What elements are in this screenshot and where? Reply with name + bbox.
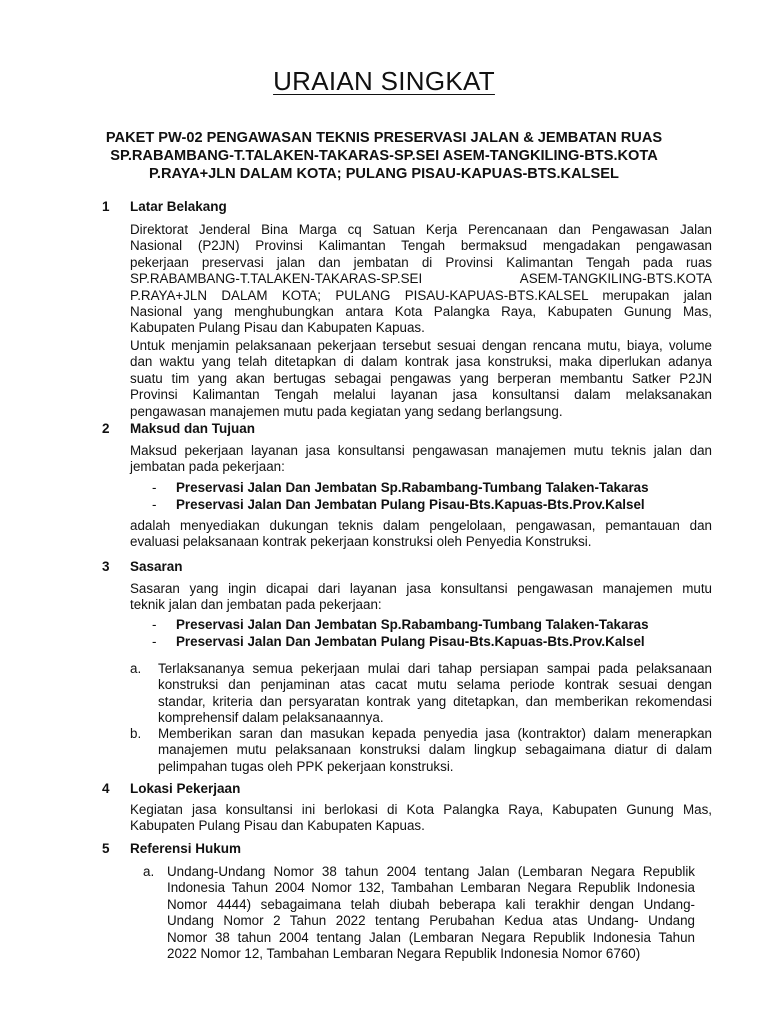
package-title <box>84 129 684 183</box>
text-line: Kabupaten Pulang Pisau dan Kabupaten Kapuas. <box>130 320 425 336</box>
item-marker: a. <box>130 661 142 676</box>
paragraph <box>130 222 712 337</box>
text-line: Nasional (P2JN) Provinsi Kalimantan Tengah bermaksud mengadakan pengawasan <box>130 238 712 254</box>
text-line: evaluasi pelaksanaan kontrak pekerjaan konstruksi oleh Penyedia Konstruksi. <box>130 534 592 550</box>
text-line: P.RAYA+JLN DALAM KOTA; PULANG PISAU-KAPUAS-BTS.KALSEL merupakan jalan <box>130 287 712 303</box>
lettered-item <box>143 864 695 964</box>
text-line: konstruksi dan penjaminan atas cacat mutu selama periode kontrak sesuai dengan <box>158 677 712 693</box>
text-line: pelimpahan tugas oleh PPK pekerjaan konstruksi. <box>158 758 454 774</box>
text-line: manajemen mutu pelaksanaan konstruksi dalam lingkup sebagaimana diatur di dalam <box>158 742 712 758</box>
text-line: SP.RABAMBANG-T.TALAKEN-TAKARAS-SP.SEI ASEM-TANGKILING-BTS.KOTA <box>130 271 712 287</box>
section-heading: Maksud dan Tujuan <box>130 421 256 436</box>
section-number: 3 <box>102 559 110 574</box>
paragraph <box>130 518 712 551</box>
text-line: Kabupaten Pulang Pisau dan Kabupaten Kapuas. <box>130 818 425 834</box>
text-line: komprehensif dalam pelaksanaannya. <box>158 710 384 726</box>
text-line: dan waktu yang telah ditetapkan di dalam kontrak jasa konstruksi, maka diperlukan adanya <box>130 354 712 370</box>
package-title-line: SP.RABAMBANG-T.TALAKEN-TAKARAS-SP.SEI ASEM-TANGKILING-BTS.KOTA <box>110 148 658 164</box>
paragraph <box>130 802 712 835</box>
text-line: jembatan pada pekerjaan: <box>130 459 285 475</box>
text-line: Indonesia Tahun 2004 Nomor 132, Tambahan Lembaran Negara Republik Indonesia <box>167 880 695 896</box>
text-line: Sasaran yang ingin dicapai dari layanan jasa konsultansi pengawasan manajemen mutu <box>130 581 712 596</box>
text-line: Nomor 38 tahun 2004 tentang Jalan (Lembaran Negara Republik Indonesia Tahun <box>167 929 695 945</box>
paragraph <box>130 443 712 476</box>
section-heading: Latar Belakang <box>130 199 227 214</box>
section-number: 5 <box>102 841 110 856</box>
document-page: URAIAN SINGKAT PAKET PW-02 PENGAWASAN TEKNIS PRESERVASI JALAN & JEMBATAN RUAS SP.RABAMBANG-T.TALAKEN-TAKARAS-SP.SEI ASEM-TANGKILING-BTS.KOTA P.RAYA+JLN DALAM KOTA; PULANG PISAU-KAPUAS-BTS.KALSEL 1 Latar Belakang Direktorat Jenderal Bina Marga cq Satuan Kerja Perencanaan dan Pengawasan Jalan Nasional (P2JN) Provinsi Kalimantan Tengah bermaksud mengadakan pengawasan pekerjaan preservasi jalan dan jembatan di Provinsi Kalimantan Tengah pada ruas SP.RABAMBANG-T.TALAKEN-TAKARAS-SP.SEI ASEM-TANGKILING-BTS.KOTA P.RAYA+JLN DALAM KOTA; PULANG PISAU-KAPUAS-BTS.KALSEL merupakan jalan Nasional yang menghubungkan antara Kota Palangka Raya, Kabupaten Gunung Mas, Kabupaten Pulang Pisau dan Kabupaten Kapuas. Untuk menjamin pelaksanaan pekerjaan tersebut sesuai dengan rencana mutu, biaya, volume dan waktu yang telah ditetapkan di dalam kontrak jasa konstruksi, maka diperlukan adanya suatu tim yang akan bertugas sebagai pengawas yang berperan membantu Satker P2JN Provinsi Kalimantan Tengah melalui layanan jasa konsultansi dalam melaksanakan pengawasan manajemen mutu pada kegiatan yang sedang berlangsung. 2 Maksud dan Tujuan Maksud pekerjaan layanan jasa konsultansi pengawasan manajemen mutu teknis jalan dan jembatan pada pekerjaan: - Preservasi Jalan Dan Jembatan Sp.Rabambang-Tumbang Talaken-Takaras - Preservasi Jalan Dan Jembatan Pulang Pisau-Bts.Kapuas-Bts.Prov.Kalsel adalah menyediakan dukungan teknis dalam pengelolaan, pengawasan, pemantauan dan evaluasi pelaksanaan kontrak pekerjaan konstruksi oleh Penyedia Konstruksi. 3 Sasaran Sasaran yang ingin dicapai dari layanan jasa konsultansi pengawasan manajemen mutu teknik jalan dan jembatan pada pekerjaan: - Preservasi Jalan Dan Jembatan Sp.Rabambang-Tumbang Talaken-Takaras - Preservasi Jalan Dan Jembatan Pulang Pisau-Bts.Kapuas-Bts.Prov.Kalsel a. Terlaksananya semua pekerjaan mulai dari tahap persiapan sampai pada pelaksanaan konstruksi dan penjaminan atas cacat mutu selama periode kontrak sesuai dengan standar, kriteria dan persyaratan kontrak yang ditetapkan, dan memberikan rekomendasi komprehensif dalam pelaksanaannya. b. Memberikan saran dan masukan kepada penyedia jasa (kontraktor) dalam menerapkan manajemen mutu pelaksanaan konstruksi dalam lingkup sebagaimana diatur di dalam pelimpahan tugas oleh PPK pekerjaan konstruksi. 4 Lokasi Pekerjaan Kegiatan jasa konsultansi ini berlokasi di Kota Palangka Raya, Kabupaten Gunung Mas, Kabupaten Pulang Pisau dan Kabupaten Kapuas. 5 Referensi Hukum a. Undang-Undang Nomor 38 tahun 2004 tentang Jalan (Lembaran Negara Republik Indonesia Tahun 2004 Nomor 132, Tambahan Lembaran Negara Republik Indonesia Nomor 4444) sebagaimana telah diubah beberapa kali terakhir dengan Undang- Undang Nomor 2 Tahun 2022 tentang Perubahan Kedua atas Undang- Undang Nomor 38 tahun 2004 tentang Jalan (Lembaran Negara Republik Indonesia Tahun 2022 Nomor 12, Tambahan Lembaran Negara Republik Indonesia Nomor 6760) <box>0 0 768 1024</box>
text-line: suatu tim yang akan bertugas sebagai pengawas yang berperan membantu Satker P2JN <box>130 370 712 386</box>
text-line: Undang-Undang Nomor 38 tahun 2004 tentang Jalan (Lembaran Negara Republik <box>167 864 695 879</box>
text-line: Nasional yang menghubungkan antara Kota Palangka Raya, Kabupaten Gunung Mas, <box>130 304 712 320</box>
item-marker: b. <box>130 726 142 741</box>
list-item-text: Preservasi Jalan Dan Jembatan Pulang Pisau-Bts.Kapuas-Bts.Prov.Kalsel <box>176 497 645 512</box>
text-line: pengawasan manajemen mutu pada kegiatan yang sedang berlangsung. <box>130 403 563 419</box>
text-line: teknik jalan dan jembatan pada pekerjaan: <box>130 597 382 613</box>
package-title-line: P.RAYA+JLN DALAM KOTA; PULANG PISAU-KAPUAS-BTS.KALSEL <box>149 166 619 182</box>
section-number: 2 <box>102 421 110 436</box>
paragraph <box>130 581 712 614</box>
text-line: Terlaksananya semua pekerjaan mulai dari tahap persiapan sampai pada pelaksanaan <box>158 661 712 676</box>
lettered-item <box>130 661 712 727</box>
text-line: adalah menyediakan dukungan teknis dalam pengelolaan, pengawasan, pemantauan dan <box>130 518 712 533</box>
section-number: 4 <box>102 781 110 796</box>
text-line: 2022 Nomor 12, Tambahan Lembaran Negara Republik Indonesia Nomor 6760) <box>167 946 641 962</box>
section-heading: Sasaran <box>130 559 183 574</box>
section-heading: Lokasi Pekerjaan <box>130 781 241 796</box>
lettered-item <box>130 726 712 776</box>
text-line: Undang Nomor 2 Tahun 2022 tentang Perubahan Kedua atas Undang- Undang <box>167 913 695 929</box>
text-line: pekerjaan preservasi jalan dan jembatan di Provinsi Kalimantan Tengah pada ruas <box>130 254 712 270</box>
text-line: Provinsi Kalimantan Tengah melalui layanan jasa konsultansi dalam melaksanakan <box>130 387 712 403</box>
list-item-text: Preservasi Jalan Dan Jembatan Sp.Rabambang-Tumbang Talaken-Takaras <box>176 617 649 632</box>
text-line: Direktorat Jenderal Bina Marga cq Satuan Kerja Perencanaan dan Pengawasan Jalan <box>130 222 712 237</box>
item-marker: a. <box>143 864 155 879</box>
list-item-text: Preservasi Jalan Dan Jembatan Sp.Rabambang-Tumbang Talaken-Takaras <box>176 480 649 495</box>
document-title: URAIAN SINGKAT <box>273 66 495 96</box>
text-line: Kegiatan jasa konsultansi ini berlokasi di Kota Palangka Raya, Kabupaten Gunung Mas, <box>130 802 712 817</box>
section-number: 1 <box>102 199 110 214</box>
section-heading: Referensi Hukum <box>130 841 242 856</box>
text-line: Untuk menjamin pelaksanaan pekerjaan tersebut sesuai dengan rencana mutu, biaya, volume <box>130 338 712 353</box>
text-line: Memberikan saran dan masukan kepada penyedia jasa (kontraktor) dalam menerapkan <box>158 726 712 741</box>
package-title-line: PAKET PW-02 PENGAWASAN TEKNIS PRESERVASI JALAN & JEMBATAN RUAS <box>105 130 663 146</box>
text-line: Maksud pekerjaan layanan jasa konsultansi pengawasan manajemen mutu teknis jalan dan <box>130 443 712 458</box>
list-item-text: Preservasi Jalan Dan Jembatan Pulang Pisau-Bts.Kapuas-Bts.Prov.Kalsel <box>176 634 645 649</box>
text-line: Nomor 4444) sebagaimana telah diubah beberapa kali terakhir dengan Undang- <box>167 896 695 912</box>
text-line: standar, kriteria dan persyaratan kontrak yang ditetapkan, dan memberikan rekomendasi <box>158 693 712 709</box>
paragraph <box>130 338 712 420</box>
